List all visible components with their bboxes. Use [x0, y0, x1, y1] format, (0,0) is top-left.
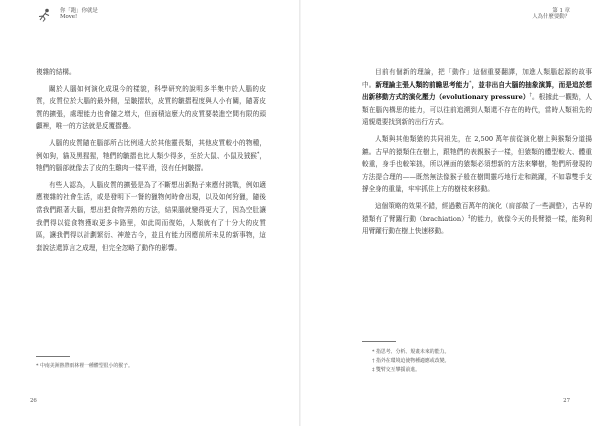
paragraph-text: 複雜的結構。: [36, 68, 76, 76]
paragraph-text: 這個策略的效果不錯，經過數百萬年的演化（肩部做了一些調整），古早的猿類有了臂躍行動（brachiation）: [362, 201, 592, 223]
right-body-text: [362, 66, 592, 242]
footnote-marker: ‡: [468, 214, 471, 220]
footnote: * 指思考、分析、規畫未來的能力。: [372, 349, 450, 355]
chapter-title: 人為什麼要動？: [532, 14, 570, 21]
body-paragraph: [36, 66, 266, 79]
paragraph-text: 人腦的皮質隨在腦部所占比例遠大於其他靈長類，其他皮質較小的物種，例如狗，貓及黑猩猩，牠們的皺摺也比人類少得多，至於大鼠、小鼠及狨猴: [36, 138, 266, 160]
right-page: [300, 0, 600, 426]
page-number-left: 26: [30, 398, 37, 404]
body-paragraph: [362, 133, 592, 196]
paragraph-text: 人類與其他類猿的共同祖先，在 2,500 萬年前從演化樹上與猴類分道揚鑣。古早的猿類住在樹上，跟牠們的表親猴子一樣，但猿類的體型較大、體重較重，身手也較笨拙，所以裡面的猿類必須想新的方法來攀樹，牠們所發現的方法提合理的——既然無法像猴子般在樹間靈巧地行走和跳躍，不如靠雙手支撐全身的重量，牢牢抓住上方的樹枝來移動。: [362, 134, 592, 194]
footnote: † 指外在環境迫使物種適應或改變。: [372, 358, 450, 364]
paragraph-text: ，牠們的腦部就像去了皮的生雞肉一樣平滑，沒有任何皺摺。: [36, 151, 267, 173]
paragraph-text: 有些人認為，人腦皮質的擴張是為了不斷想出新點子來應付挑戰，例如適應複雜的社會生活，或是發明下一餐的獵物何時會出現，以及如何狩獵，隨後當我們跟著大腦，想出把食物弄熟的方法，結果腦就變得更大了，因為空肚讓我們得以從食物獲取更多卡路里，如此周而復始，人類就有了十分大的皮質區，讓我們得以計劃繁衍、神遊古今，並且有能力因應前所未見的新事物，這套說法還算言之成理，但完全忽略了動作的影響。: [36, 180, 266, 252]
footnote-divider: [362, 341, 396, 342]
body-paragraph: [36, 83, 266, 133]
emphasis-text: 新理論主張人類的前瞻思考能力: [375, 80, 470, 89]
right-running-header: [532, 8, 570, 21]
footnote: ‡ 雙臂交互攀援前進。: [372, 367, 421, 373]
footnote-marker: *: [257, 151, 260, 157]
emphasis-text: ，並非出自大腦的抽象演算，而是追於想出新移動方式的演化壓力（evolutionary pressure）: [362, 80, 593, 102]
book-title: 你「跑」你就是: [60, 8, 98, 14]
body-paragraph: [36, 137, 266, 175]
right-footnotes: [372, 348, 449, 375]
left-running-header: [34, 8, 98, 22]
chapter-label: 第 1 章: [552, 8, 570, 14]
runner-logo-icon: [34, 8, 54, 22]
body-paragraph: [362, 66, 592, 129]
footnote-marker: *: [469, 80, 472, 86]
left-footnotes: [36, 362, 133, 371]
footnote-divider: [36, 356, 70, 357]
body-paragraph: [36, 179, 266, 255]
paragraph-text: 目前有個新的理論，把「動作」這個重要翻譯，加進人類腦起源的故事中。: [362, 68, 592, 89]
paragraph-text: 關於人腦如何演化成現今的樣貌，科學研究的說明多半集中於人腦的皮質，皮質位於大腦的最外側，呈皺摺狀，皮質的皺摺程度與人小有關，隨著皮質的擴張，處理能力也會隨之增大，但面積這麼大的皮質要裝進空間有限的頭顱裡，唯一的方法就是反覆摺疊。: [36, 84, 266, 131]
paragraph-text: 。根據此一觀點，人類在腦內構思的能力，可以往前追溯到人類還不存在的時代，當時人類祖先的遠親還要找到新的出行方式。: [362, 93, 593, 127]
footnote: * 中南美洲熱帶雨林裡一種體型很小的猴子。: [36, 363, 133, 369]
page-number-right: 27: [563, 398, 570, 404]
book-title-english: Move!: [60, 14, 78, 21]
paragraph-text: 的能力，就像今天的長臂猿一樣，能夠利用臂躍行動在樹上快速移動。: [362, 214, 593, 236]
left-body-text: [36, 66, 266, 258]
body-paragraph: [362, 200, 592, 238]
footnote-marker: †: [529, 93, 532, 98]
